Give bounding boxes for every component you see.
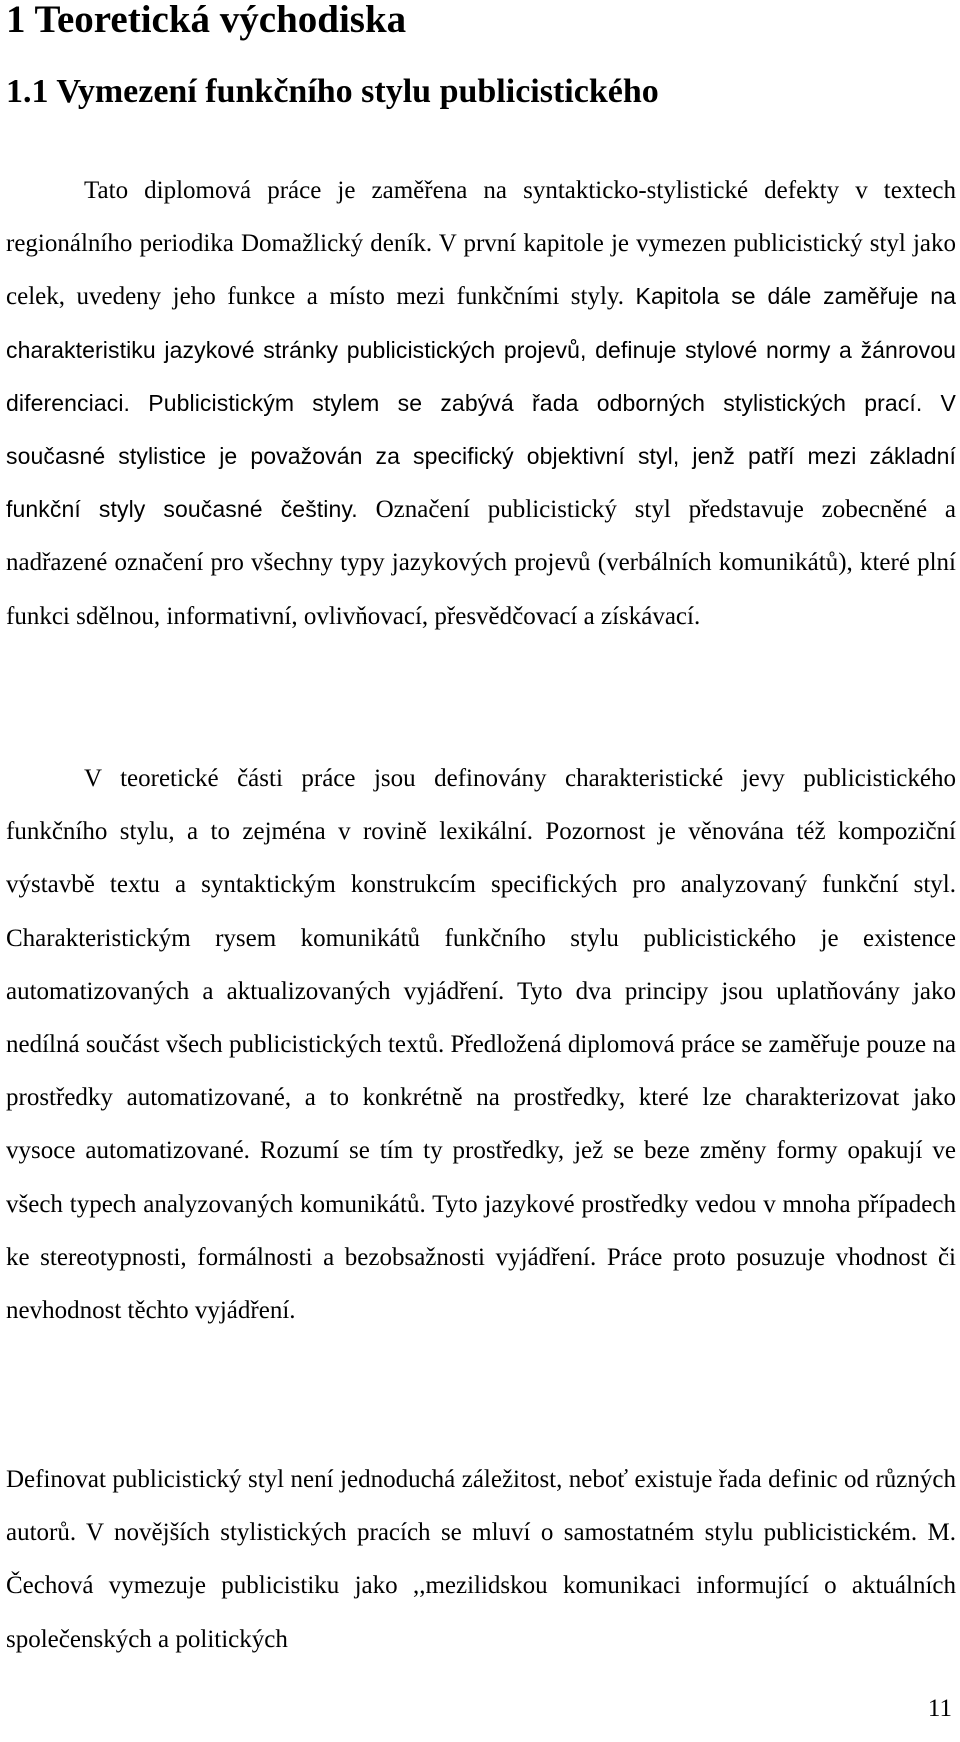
- paragraph-theory: V teoretické části práce jsou definovány charakteristické jevy publicistického funkčního stylu, a to zejména v rovině lexikální. Pozornost je věnována též kompoziční výstavbě textu a syntaktickým konstrukcím specifických pro analyzovaný funkční styl. Charakteristickým rysem komunikátů funkčního stylu publicistického je existence automatizovaných a aktualizovaných vyjádření. Tyto dva principy jsou uplatňovány jako nedílná součást všech publicistických textů. Předložená diplomová práce se zaměřuje pouze na prostředky automatizované, a to konkrétně na prostředky, které lze charakterizovat jako vysoce automatizované. Rozumí se tím ty prostředky, jež se beze změny formy opakují ve všech typech analyzovaných komunikátů. Tyto jazykové prostředky vedou v mnoha případech ke stereotypnosti, formálnosti a bezobsažnosti vyjádření. Práce proto posuzuje vhodnost či nevhodnost těchto vyjádření.: [6, 765, 956, 1325]
- section-heading: 1.1 Vymezení funkčního stylu publicistického: [6, 73, 659, 110]
- paragraph-intro-part-serif: Tato diplomová práce je zaměřena na syntakticko-stylistické defekty v textech regionálního periodika Domažlický deník. V první kapitole je vymezen publicistický styl jako celek, uvedeny jeho funkce a místo mezi funkčními styly.: [6, 177, 956, 311]
- chapter-heading: 1 Teoretická východiska: [6, 0, 407, 41]
- page-number: 11: [927, 1695, 952, 1722]
- paragraph-definition: Definovat publicistický styl není jednoduchá záležitost, neboť existuje řada definic od různých autorů. V novějších stylistických pracích se mluví o samostatném stylu publicistickém. M. Čechová vymezuje publicistiku jako ,,mezilidskou komunikaci informující o aktuálních společenských a politických: [6, 1466, 956, 1653]
- paragraph-intro: [6, 164, 956, 643]
- paragraph-intro-part-sans: Kapitola se dále zaměřuje na charakteristiku jazykové stránky publicistických projevů, definuje stylové normy a žánrovou diferenciaci. Publicistickým stylem se zabývá řada odborných stylistických prací. V současné stylistice je považován za specifický objektivní styl, jenž patří mezi základní funkční styly současné češtiny.: [6, 283, 956, 523]
- paragraph-intro-part-serif-end: Označení publicistický styl představuje zobecněné a nadřazené označení pro všechny typy jazykových projevů (verbálních komunikátů), které plní funkci sdělnou, informativní, ovlivňovací, přesvědčovací a získávací.: [6, 496, 957, 630]
